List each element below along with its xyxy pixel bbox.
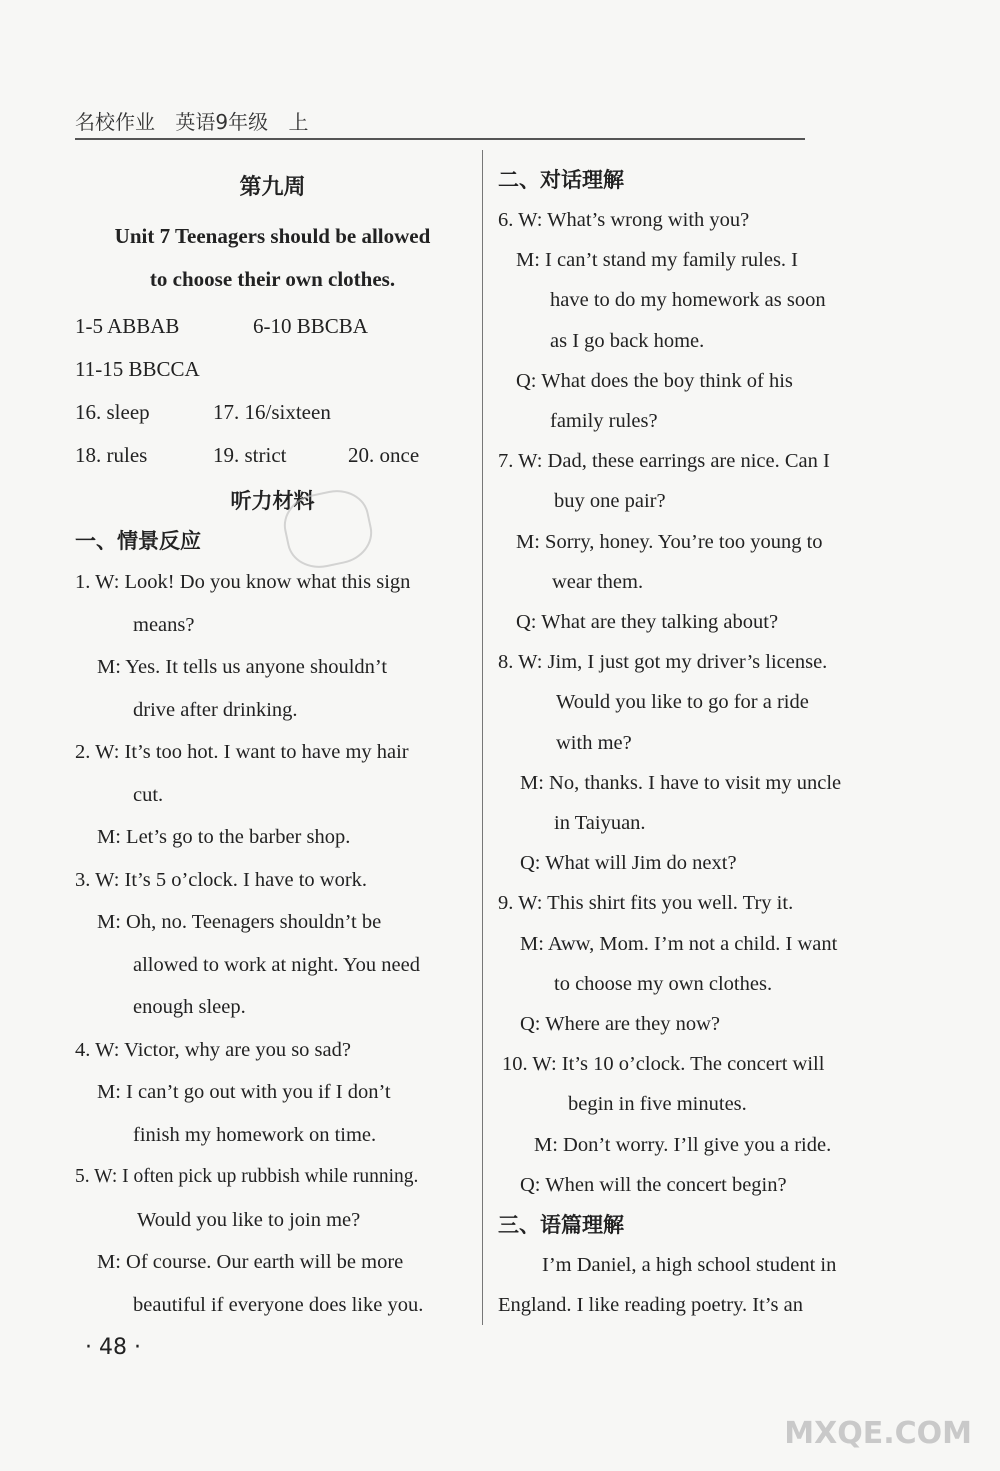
answer-item: 20. once — [348, 443, 420, 467]
dialog-line: have to do my homework as soon — [550, 289, 826, 312]
answer-row — [75, 434, 470, 477]
page-number: · 48 · — [85, 1335, 141, 1360]
section3-title: 三、语篇理解 — [498, 1213, 624, 1238]
dialog-line: cut. — [133, 783, 164, 806]
answer-item: 1-5 ABBAB — [75, 314, 180, 338]
answer-row — [75, 305, 470, 348]
dialog-line: 4. W: Victor, why are you so sad? — [75, 1038, 351, 1061]
answer-row — [75, 348, 470, 391]
dialog-line: M: I can’t stand my family rules. I — [516, 249, 799, 272]
dialog-line: buy one pair? — [554, 490, 666, 513]
book-title: 名校作业 — [75, 110, 155, 134]
header-rule — [75, 138, 805, 140]
dialog-line: 10. W: It’s 10 o’clock. The concert will — [502, 1053, 825, 1076]
dialog-line: finish my homework on time. — [133, 1123, 377, 1146]
passage-line: I’m Daniel, a high school student in — [542, 1254, 837, 1277]
dialog-line: 5. W: I often pick up rubbish while running. — [75, 1166, 419, 1187]
column-divider — [482, 150, 483, 1325]
dialog-line: allowed to work at night. You need — [133, 953, 420, 976]
left-column — [75, 170, 470, 1326]
dialog-line: 8. W: Jim, I just got my driver’s license. — [498, 651, 828, 674]
dialog-line: beautiful if everyone does like you. — [133, 1293, 424, 1316]
week-title: 第九周 — [239, 175, 306, 200]
dialog-line: Q: When will the concert begin? — [520, 1173, 787, 1196]
unit-title-line2: to choose their own clothes. — [149, 267, 396, 291]
listening-title: 听力材料 — [230, 489, 315, 513]
dialog-line: Would you like to go for a ride — [556, 691, 809, 714]
dialog-line: drive after drinking. — [133, 698, 298, 721]
dialog-line: Q: What are they talking about? — [516, 611, 779, 634]
dialog-line: Would you like to join me? — [137, 1208, 361, 1231]
dialog-line: 1. W: Look! Do you know what this sign — [75, 571, 411, 593]
watermark: MXQE.COM — [784, 1416, 972, 1451]
subject-label: 英语9年级 — [175, 110, 269, 134]
answer-item: 18. rules — [75, 443, 148, 467]
answer-item: 17. 16/sixteen — [213, 400, 331, 424]
dialog-line: to choose my own clothes. — [554, 972, 773, 995]
answer-item: 16. sleep — [75, 400, 150, 424]
dialog-line: Q: Where are they now? — [520, 1013, 720, 1036]
answer-item: 19. strict — [213, 443, 287, 467]
answer-item: 6-10 BBCBA — [253, 314, 368, 338]
answer-item: 11-15 BBCCA — [75, 357, 200, 381]
dialog-line: 3. W: It’s 5 o’clock. I have to work. — [75, 868, 368, 891]
dialog-line: as I go back home. — [550, 329, 705, 352]
section2-title: 二、对话理解 — [498, 168, 624, 192]
dialog-line: Q: What does the boy think of his — [516, 369, 793, 392]
dialog-line: M: Sorry, honey. You’re too young to — [516, 530, 823, 553]
dialog-line: 6. W: What’s wrong with you? — [498, 209, 750, 231]
dialog-line: with me? — [556, 731, 632, 754]
dialog-line: Q: What will Jim do next? — [520, 852, 737, 875]
dialog-line: 2. W: It’s too hot. I want to have my hair — [75, 741, 409, 763]
dialog-line: M: Don’t worry. I’ll give you a ride. — [534, 1133, 832, 1156]
volume-label: 上 — [288, 110, 309, 134]
dialog-line: means? — [133, 613, 195, 636]
dialog-line: M: Of course. Our earth will be more — [97, 1251, 404, 1273]
dialog-line: 9. W: This shirt fits you well. Try it. — [498, 892, 794, 915]
dialog-line: enough sleep. — [133, 996, 246, 1018]
dialog-line: M: Let’s go to the barber shop. — [97, 826, 351, 848]
dialog-line: M: Yes. It tells us anyone shouldn’t — [97, 656, 388, 678]
section1-title: 一、情景反应 — [75, 529, 201, 553]
unit-title-line1: Unit 7 Teenagers should be allowed — [114, 224, 431, 248]
dialog-line: 7. W: Dad, these earrings are nice. Can I — [498, 450, 830, 473]
dialog-line: M: Oh, no. Teenagers shouldn’t be — [97, 911, 382, 933]
right-column — [498, 160, 890, 1325]
passage-line: England. I like reading poetry. It’s an — [498, 1294, 803, 1317]
dialog-line: M: Aww, Mom. I’m not a child. I want — [520, 932, 838, 955]
page-header — [75, 106, 322, 135]
dialog-line: family rules? — [550, 410, 658, 433]
dialog-line: M: I can’t go out with you if I don’t — [97, 1081, 391, 1103]
answer-row — [75, 391, 470, 434]
dialog-line: begin in five minutes. — [568, 1093, 747, 1116]
dialog-line: M: No, thanks. I have to visit my uncle — [520, 771, 842, 794]
dialog-line: in Taiyuan. — [554, 812, 646, 835]
dialog-line: wear them. — [552, 570, 644, 593]
